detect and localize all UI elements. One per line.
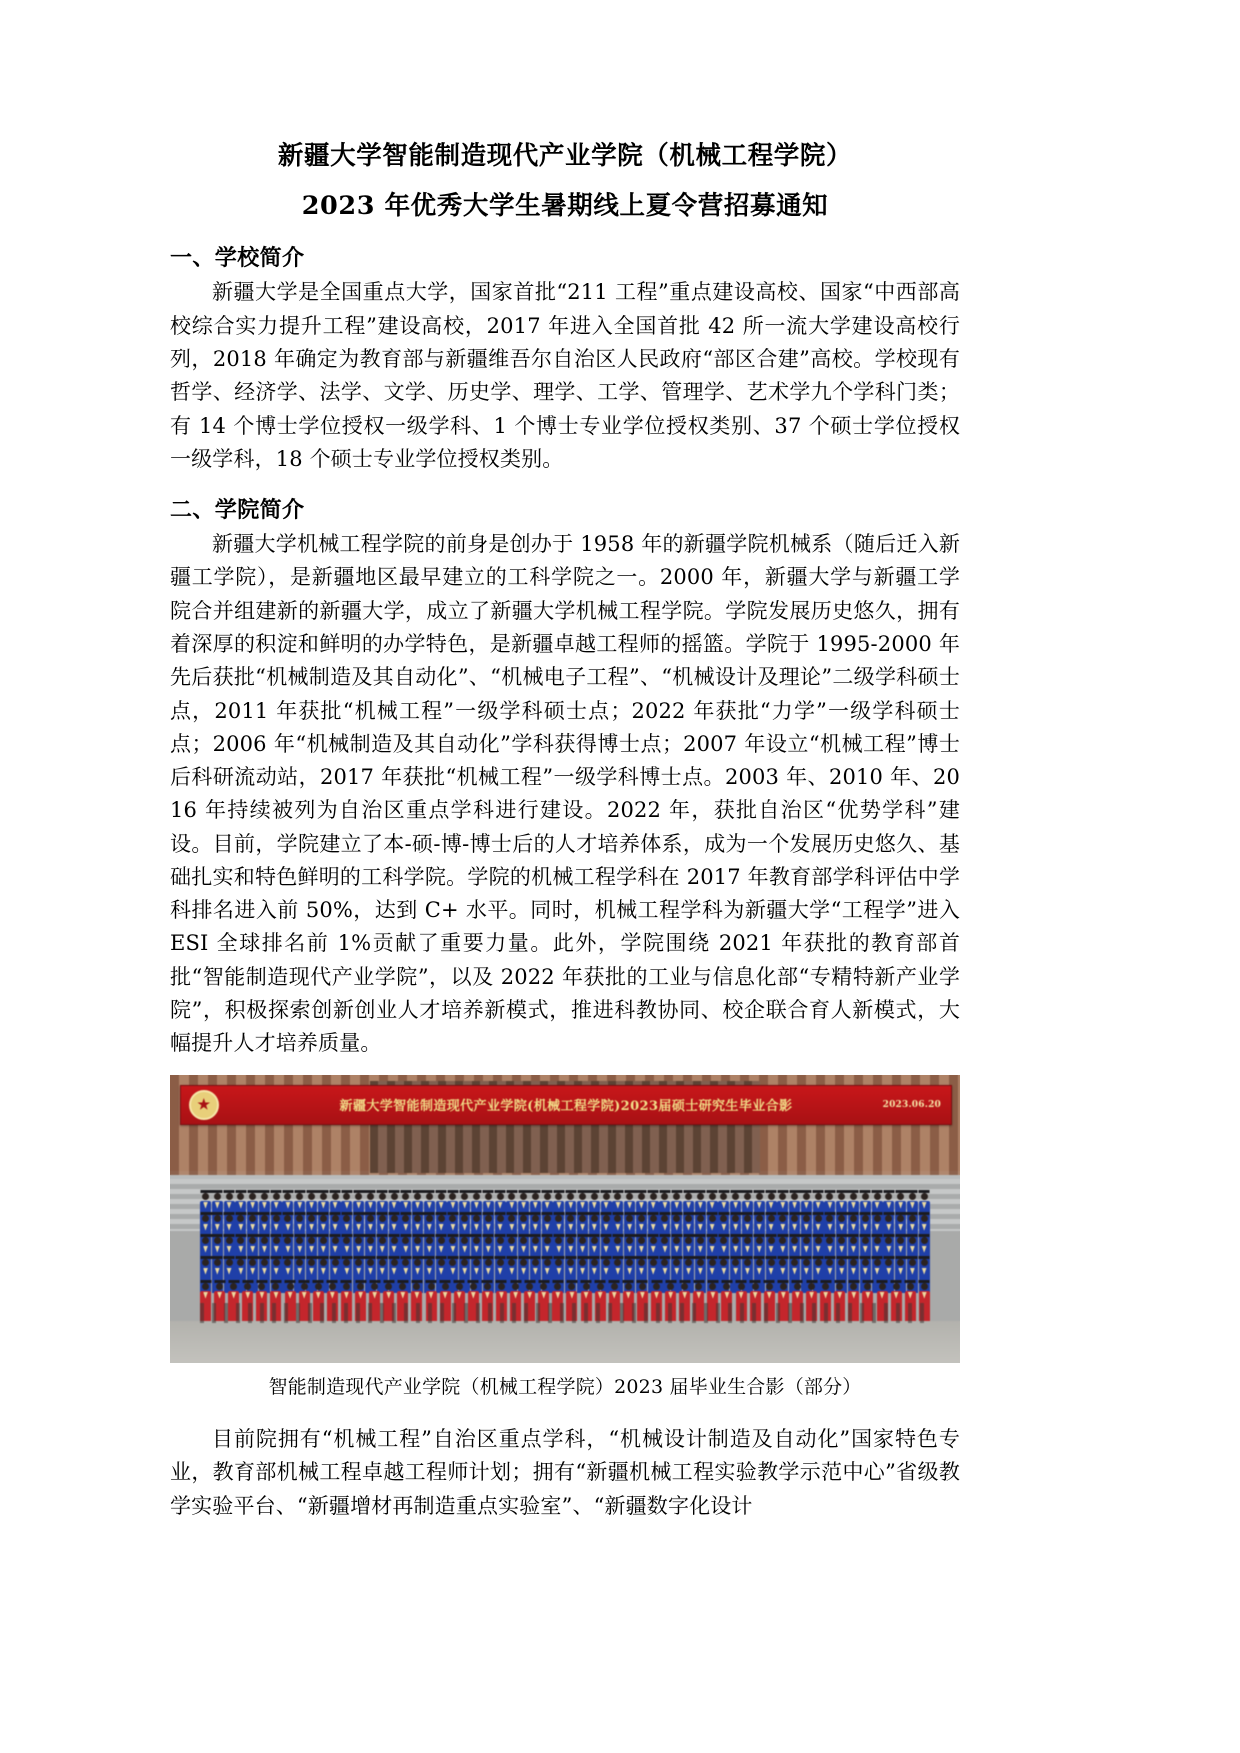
section-heading-college-intro: 二、学院简介 [170, 497, 305, 524]
section-heading-school-intro: 一、学校简介 [170, 245, 305, 272]
university-seal-icon: ★ [189, 1090, 219, 1120]
section-paragraph-school-intro: 新疆大学是全国重点大学，国家首批“211 工程”重点建设高校、国家“中西部高校综合实力提升工程”建设高校，2017 年进入全国首批 42 所一流大学建设高校行列，2018 年确定为教育部与新疆维吾尔自治区人民政府“部区合建”高校。学校现有哲学、经济学、法学、文学、历史学、理学、工学、管理学、艺术学九个学科门类；有 14 个博士学位授权一级学科、1 个博士专业学位授权类别、37 个硕士学位授权一级学科，18 个硕士专业学位授权类别。 [170, 280, 960, 471]
document-title-line-2: 2023 年优秀大学生暑期线上夏令营招募通知 [301, 191, 829, 222]
trailing-paragraph: 目前院拥有“机械工程”自治区重点学科，“机械设计制造及自动化”国家特色专业，教育部机械工程卓越工程师计划；拥有“新疆机械工程实验教学示范中心”省级教学实验平台、“新疆增材再制造重点实验室”、“新疆数字化设计 [170, 1427, 960, 1518]
photo-banner-date: 2023.06.20 [882, 1099, 941, 1110]
photo-banner [180, 1085, 952, 1125]
document-content [170, 120, 960, 1523]
front-row-chairs [200, 1303, 930, 1323]
document-title-line-1: 新疆大学智能制造现代产业学院（机械工程学院） [277, 141, 853, 171]
graduation-photo-figure [170, 1075, 960, 1402]
figure-caption: 智能制造现代产业学院（机械工程学院）2023 届毕业生合影（部分） [268, 1375, 862, 1398]
section-paragraph-college-intro: 新疆大学机械工程学院的前身是创办于 1958 年的新疆学院机械系（随后迁入新疆工学院），是新疆地区最早建立的工科学院之一。2000 年，新疆大学与新疆工学院合并组建新的新疆大学，成立了新疆大学机械工程学院。学院发展历史悠久，拥有着深厚的积淀和鲜明的办学特色，是新疆卓越工程师的摇篮。学院于 1995-2000 年先后获批“机械制造及其自动化”、“机械电子工程”、“机械设计及理论”二级学科硕士点，2011 年获批“机械工程”一级学科硕士点；2022 年获批“力学”一级学科硕士点；2006 年“机械制造及其自动化”学科获得博士点；2007 年设立“机械工程”博士后科研流动站，2017 年获批“机械工程”一级学科博士点。2003 年、2010 年、2016 年持续被列为自治区重点学科进行建设。2022 年，获批自治区“优势学科”建设。目前，学院建立了本-硕-博-博士后的人才培养体系，成为一个发展历史悠久、基础扎实和特色鲜明的工科学院。学院的机械工程学科在 2017 年教育部学科评估中学科排名进入前 50%，达到 C+ 水平。同时，机械工程学科为新疆大学“工程学”进入 ESI 全球排名前 1%贡献了重要力量。此外，学院围绕 2021 年获批的教育部首批“智能制造现代产业学院”，以及 2022 年获批的工业与信息化部“专精特新产业学院”，积极探索创新创业人才培养新模式，推进科教协同、校企联合育人新模式，大幅提升人才培养质量。 [170, 532, 960, 1056]
photo-banner-text: 新疆大学智能制造现代产业学院(机械工程学院)2023届硕士研究生毕业合影 [339, 1099, 793, 1115]
graduation-photo-image [170, 1075, 960, 1363]
